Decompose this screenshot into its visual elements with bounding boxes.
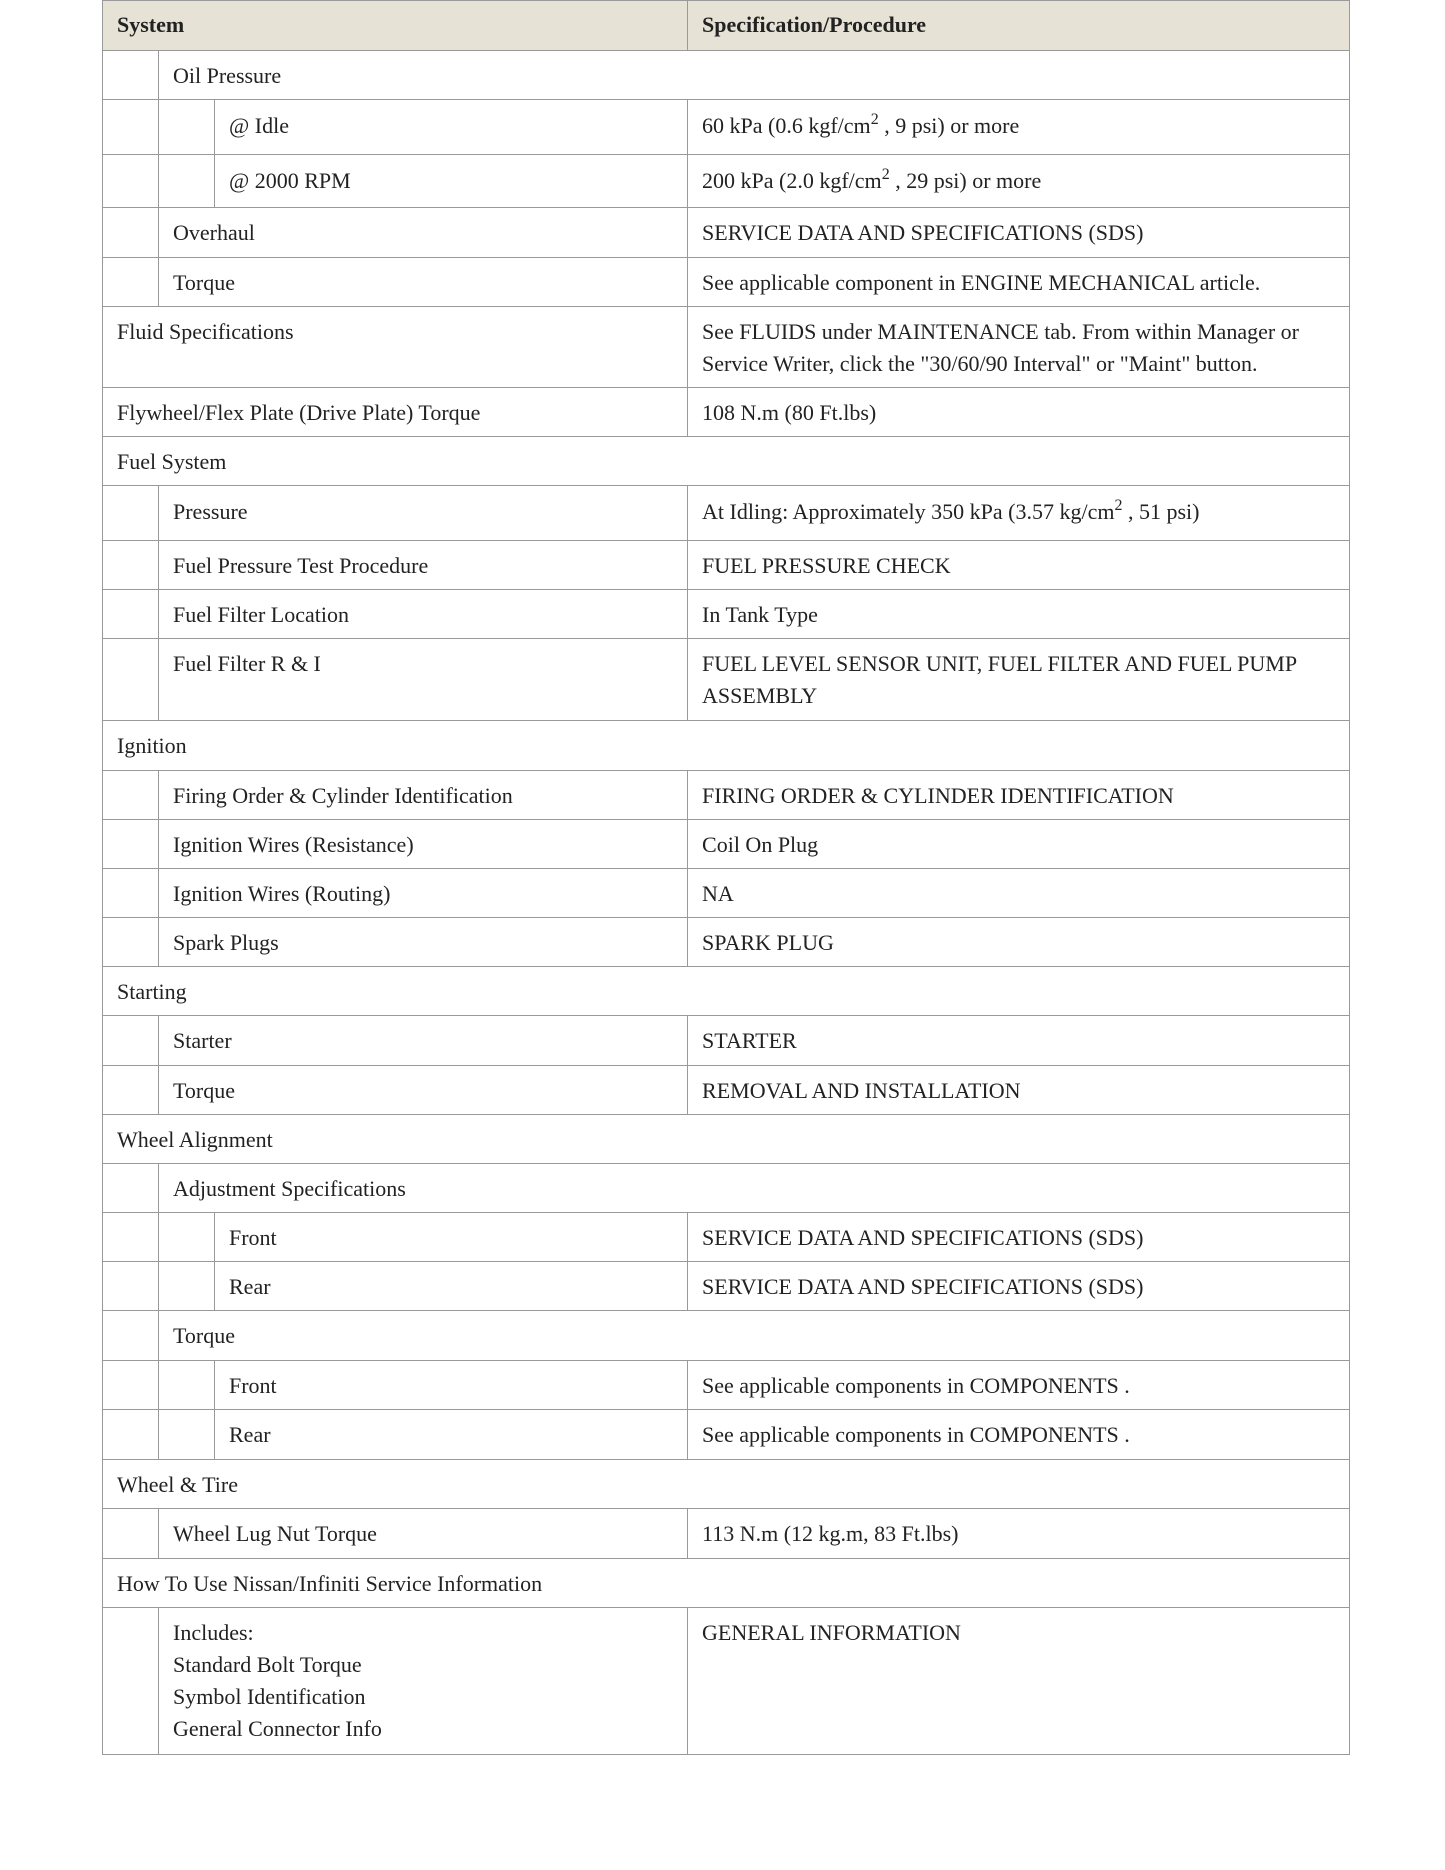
row-label: Fuel Pressure Test Procedure — [159, 541, 688, 590]
indent-cell — [159, 1213, 215, 1262]
superscript: 2 — [881, 166, 890, 183]
row-label: Wheel Lug Nut Torque — [159, 1509, 688, 1559]
table-row — [103, 541, 1350, 590]
table-row — [103, 1509, 1350, 1559]
row-label: Overhaul — [159, 208, 688, 258]
indent-cell — [103, 1016, 159, 1066]
row-label — [159, 1608, 688, 1755]
table-header-row — [103, 1, 1350, 51]
table-row — [103, 1164, 1350, 1213]
indent-cell — [159, 155, 215, 208]
table-row — [103, 1559, 1350, 1608]
row-label: @ Idle — [215, 100, 688, 155]
row-label: Fuel Filter Location — [159, 590, 688, 639]
row-value: STARTER — [688, 1016, 1350, 1066]
row-label: Spark Plugs — [159, 918, 688, 967]
specifications-table — [102, 0, 1350, 1755]
table-row — [103, 771, 1350, 820]
row-label: Ignition Wires (Resistance) — [159, 820, 688, 869]
table-row — [103, 388, 1350, 437]
table-row — [103, 208, 1350, 258]
row-label: Rear — [215, 1410, 688, 1460]
indent-cell — [103, 486, 159, 541]
indent-cell — [103, 51, 159, 100]
includes-line: Includes: — [173, 1620, 254, 1645]
indent-cell — [103, 869, 159, 918]
row-label: Starter — [159, 1016, 688, 1066]
table-row — [103, 437, 1350, 486]
row-value — [688, 155, 1350, 208]
row-label: Ignition Wires (Routing) — [159, 869, 688, 918]
section-label: Fuel System — [103, 437, 1350, 486]
table-row — [103, 1361, 1350, 1410]
table-row — [103, 967, 1350, 1016]
table-row — [103, 1608, 1350, 1755]
section-label: Wheel & Tire — [103, 1460, 1350, 1509]
indent-cell — [103, 100, 159, 155]
indent-cell — [103, 1410, 159, 1460]
indent-cell — [103, 1213, 159, 1262]
includes-line: General Connector Info — [173, 1716, 382, 1741]
table-row — [103, 1115, 1350, 1164]
indent-cell — [103, 541, 159, 590]
value-text: , 9 psi) or more — [878, 113, 1020, 138]
table-row — [103, 1016, 1350, 1066]
subsection-label: Oil Pressure — [159, 51, 1350, 100]
table-row — [103, 721, 1350, 771]
row-label: Fuel Filter R & I — [159, 639, 688, 721]
section-label: Ignition — [103, 721, 1350, 771]
row-value: In Tank Type — [688, 590, 1350, 639]
table-row — [103, 155, 1350, 208]
indent-cell — [103, 590, 159, 639]
subsection-label: Adjustment Specifications — [159, 1164, 1350, 1213]
row-value: See applicable components in COMPONENTS . — [688, 1361, 1350, 1410]
indent-cell — [159, 1262, 215, 1311]
table-row — [103, 486, 1350, 541]
table-row — [103, 51, 1350, 100]
row-label: Fluid Specifications — [103, 307, 688, 388]
table-row — [103, 639, 1350, 721]
table-row — [103, 869, 1350, 918]
row-label: Pressure — [159, 486, 688, 541]
table-row — [103, 820, 1350, 869]
indent-cell — [103, 1509, 159, 1559]
includes-line: Standard Bolt Torque — [173, 1652, 362, 1677]
table-row — [103, 1311, 1350, 1361]
row-value: 108 N.m (80 Ft.lbs) — [688, 388, 1350, 437]
indent-cell — [103, 1361, 159, 1410]
row-value: See applicable component in ENGINE MECHANICAL article. — [688, 258, 1350, 307]
row-label: Front — [215, 1361, 688, 1410]
row-value: GENERAL INFORMATION — [688, 1608, 1350, 1755]
indent-cell — [103, 1262, 159, 1311]
row-label: Firing Order & Cylinder Identification — [159, 771, 688, 820]
row-value: SPARK PLUG — [688, 918, 1350, 967]
section-label: Wheel Alignment — [103, 1115, 1350, 1164]
row-value: 113 N.m (12 kg.m, 83 Ft.lbs) — [688, 1509, 1350, 1559]
row-value — [688, 100, 1350, 155]
indent-cell — [159, 1361, 215, 1410]
indent-cell — [103, 1608, 159, 1755]
indent-cell — [103, 155, 159, 208]
indent-cell — [103, 639, 159, 721]
value-text: At Idling: Approximately 350 kPa (3.57 kg/cm — [702, 499, 1115, 524]
table-row — [103, 1262, 1350, 1311]
table-row — [103, 1460, 1350, 1509]
row-label: Rear — [215, 1262, 688, 1311]
row-label: Flywheel/Flex Plate (Drive Plate) Torque — [103, 388, 688, 437]
column-header-specification: Specification/Procedure — [688, 1, 1350, 51]
table-row — [103, 1410, 1350, 1460]
indent-cell — [103, 1164, 159, 1213]
superscript: 2 — [870, 111, 879, 128]
table-row — [103, 590, 1350, 639]
indent-cell — [159, 100, 215, 155]
table-row — [103, 1213, 1350, 1262]
table-row — [103, 258, 1350, 307]
row-value: See applicable components in COMPONENTS . — [688, 1410, 1350, 1460]
indent-cell — [103, 771, 159, 820]
indent-cell — [103, 258, 159, 307]
includes-line: Symbol Identification — [173, 1684, 366, 1709]
value-text: 200 kPa (2.0 kgf/cm — [702, 168, 882, 193]
subsection-label: Torque — [159, 1311, 1350, 1361]
table-row — [103, 307, 1350, 388]
section-label: How To Use Nissan/Infiniti Service Information — [103, 1559, 1350, 1608]
indent-cell — [159, 1410, 215, 1460]
table-row — [103, 1066, 1350, 1115]
row-value: Coil On Plug — [688, 820, 1350, 869]
value-text: , 51 psi) — [1122, 499, 1200, 524]
indent-cell — [103, 208, 159, 258]
row-value: SERVICE DATA AND SPECIFICATIONS (SDS) — [688, 208, 1350, 258]
indent-cell — [103, 820, 159, 869]
row-value: FIRING ORDER & CYLINDER IDENTIFICATION — [688, 771, 1350, 820]
row-label: @ 2000 RPM — [215, 155, 688, 208]
column-header-system: System — [103, 1, 688, 51]
indent-cell — [103, 918, 159, 967]
value-text: , 29 psi) or more — [889, 168, 1042, 193]
row-value: REMOVAL AND INSTALLATION — [688, 1066, 1350, 1115]
superscript: 2 — [1114, 497, 1123, 514]
row-value: SERVICE DATA AND SPECIFICATIONS (SDS) — [688, 1213, 1350, 1262]
row-label: Torque — [159, 1066, 688, 1115]
table-row — [103, 918, 1350, 967]
row-value: FUEL LEVEL SENSOR UNIT, FUEL FILTER AND FUEL PUMP ASSEMBLY — [688, 639, 1350, 721]
value-text: 60 kPa (0.6 kgf/cm — [702, 113, 871, 138]
row-value — [688, 486, 1350, 541]
section-label: Starting — [103, 967, 1350, 1016]
indent-cell — [103, 1066, 159, 1115]
row-value: NA — [688, 869, 1350, 918]
row-value: FUEL PRESSURE CHECK — [688, 541, 1350, 590]
row-value: SERVICE DATA AND SPECIFICATIONS (SDS) — [688, 1262, 1350, 1311]
indent-cell — [103, 1311, 159, 1361]
row-label: Front — [215, 1213, 688, 1262]
table-row — [103, 100, 1350, 155]
row-label: Torque — [159, 258, 688, 307]
row-value: See FLUIDS under MAINTENANCE tab. From within Manager or Service Writer, click the "30/60/90 Interval" or "Maint" button. — [688, 307, 1350, 388]
